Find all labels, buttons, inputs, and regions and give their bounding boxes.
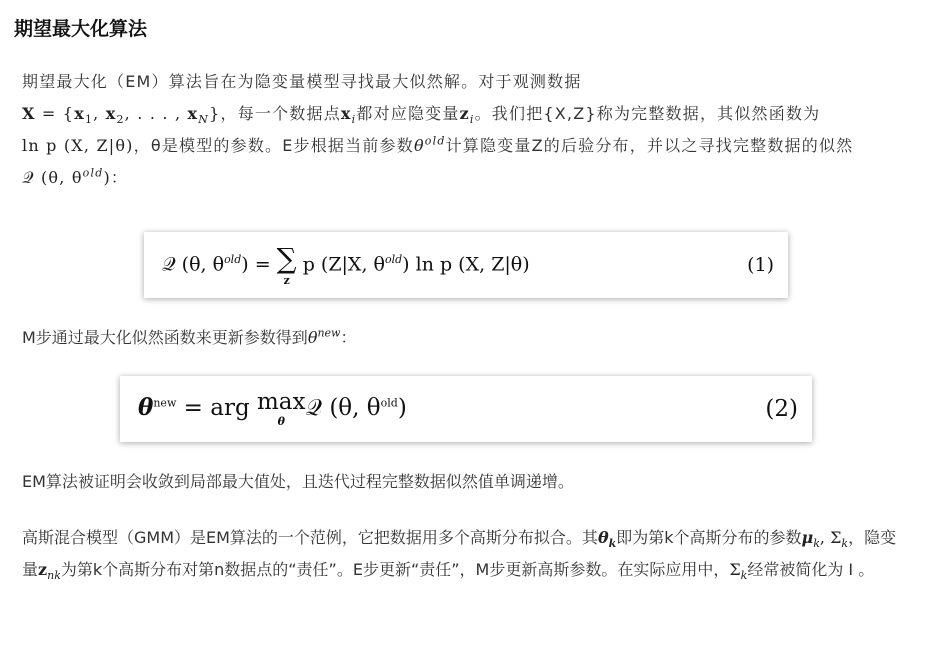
text: ，每一个数据点 bbox=[220, 104, 341, 123]
math-sigma-k: $\Sigma_k$ bbox=[729, 560, 748, 583]
page-title: 期望最大化算法 bbox=[14, 18, 148, 40]
equation-2-number: (2) bbox=[765, 396, 798, 422]
text: 经常被简化为 I 。 bbox=[747, 560, 875, 579]
equation-2 bbox=[120, 376, 812, 442]
math-theta-new: $\theta^{new}$ bbox=[307, 326, 341, 347]
text: ： bbox=[340, 328, 357, 347]
text: 即为第k个高斯分布的参数 bbox=[616, 528, 802, 547]
math-dataset: $X = \{x_1$, $x_2$, . . . , $x_N$} bbox=[22, 104, 221, 127]
text: 。我们把{X,Z}称为完整数据，其似然函数为 bbox=[474, 104, 821, 123]
text: ，θ是模型的参数。E步根据当前参数 bbox=[133, 136, 414, 155]
text: 高斯混合模型（GMM）是EM算法的一个范例，它把数据用多个高斯分布拟合。其 bbox=[22, 528, 598, 547]
paragraph-convergence: EM算法被证明会收敛到局部最大值处，且迭代过程完整数据似然值单调递增。 bbox=[22, 472, 574, 491]
text: ，隐变量 bbox=[22, 528, 897, 579]
text: 计算隐变量Z的后验分布，并以之寻找完整数据的似然 bbox=[445, 136, 854, 155]
paragraph-m-step bbox=[22, 322, 912, 354]
math-likelihood: ln p (X, Z|θ) bbox=[22, 136, 134, 155]
paragraph-em-intro bbox=[22, 66, 912, 194]
math-z-nk: $z_{nk}$ bbox=[38, 560, 61, 583]
math-theta-old: $\theta^{old}$ bbox=[413, 134, 446, 155]
text: 都对应隐变量 bbox=[356, 104, 460, 123]
math-xi: $x_i$ bbox=[340, 104, 357, 127]
max-operator: max θ bbox=[257, 389, 306, 428]
text: 期望最大化（EM）算法旨在为隐变量模型寻找最大似然解。对于观测数据 bbox=[22, 72, 582, 91]
math-mu-sigma: $\mu_k$, $\Sigma_k$ bbox=[801, 528, 849, 551]
equation-1-body: 𝒬 (θ, $\theta^{old}$) = ∑ z p (Z|X, $\theta^{old}$) ln p (X, Z|θ) bbox=[162, 241, 530, 287]
text: M步通过最大化似然函数来更新参数得到 bbox=[22, 328, 308, 347]
math-theta-k: $\theta_k$ bbox=[597, 528, 617, 551]
equation-1 bbox=[144, 232, 788, 298]
equation-1-number: (1) bbox=[747, 254, 774, 276]
equation-2-body: $\theta^{new}$ = arg max θ 𝒬 (θ, $\theta^{old}$) bbox=[138, 389, 407, 428]
sum-operator: ∑ z bbox=[276, 241, 297, 287]
text: 为第k个高斯分布对第n数据点的“责任”。E步更新“责任”，M步更新高斯参数。在实际应用中， bbox=[60, 560, 730, 579]
paragraph-gmm bbox=[22, 522, 912, 586]
math-zi: $z_i$ bbox=[459, 104, 475, 127]
math-q-function: 𝒬 (θ, $\theta^{old}$)： bbox=[22, 166, 129, 187]
